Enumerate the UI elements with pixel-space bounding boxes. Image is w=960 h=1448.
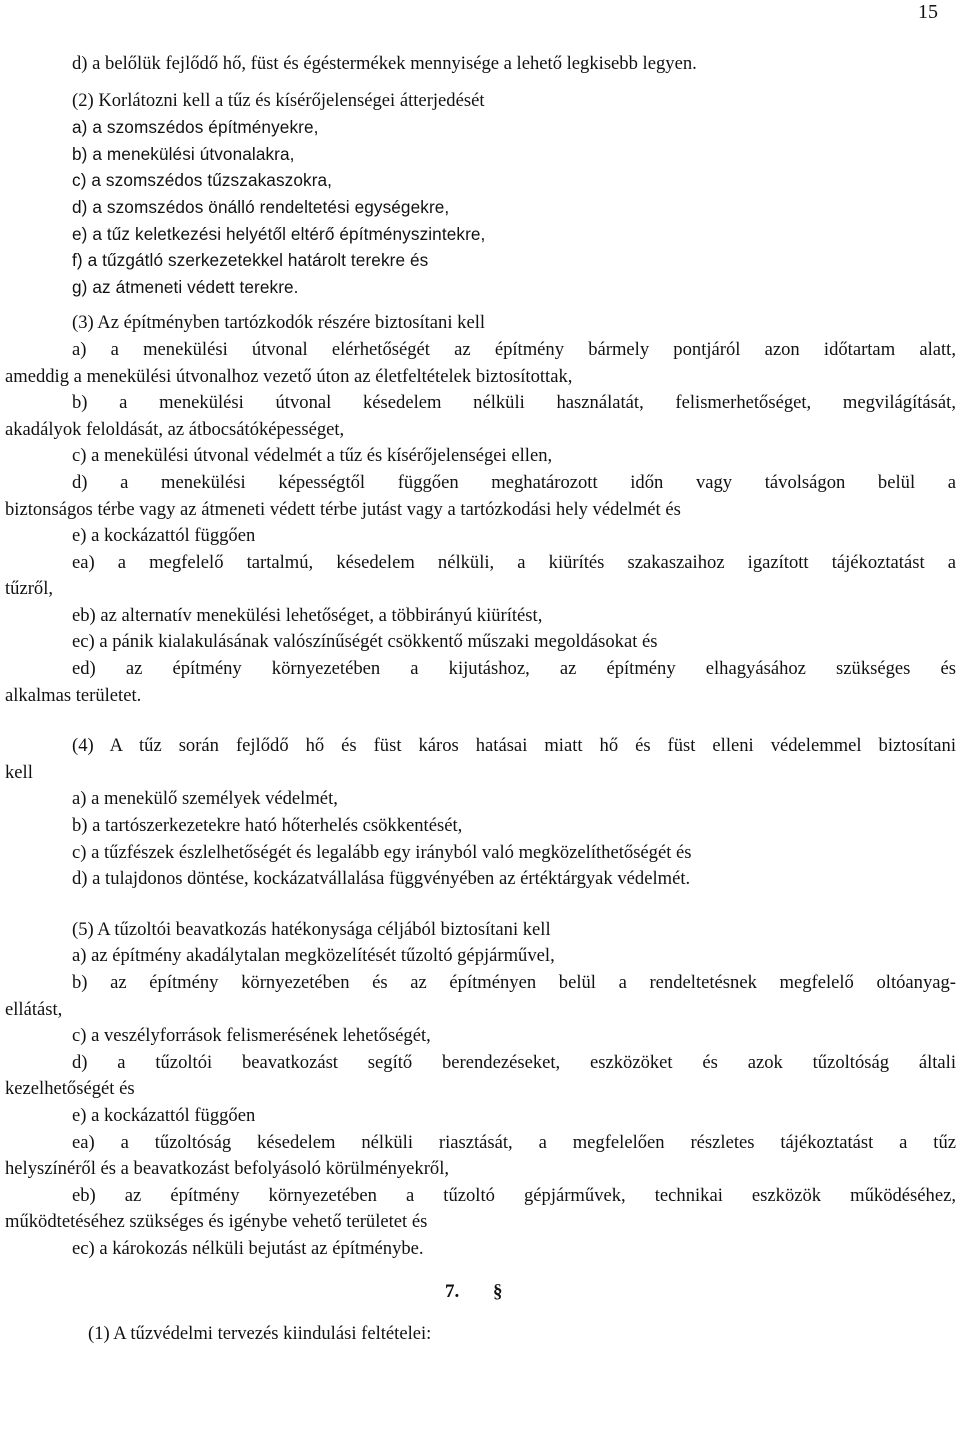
paragraph-3-heading: (3) Az építményben tartózkodók részére biztosítani kell <box>72 312 486 334</box>
section-number: 7. <box>445 1280 460 1302</box>
text-line: e) a kockázattól függően <box>72 525 256 547</box>
list-item: b) a menekülési útvonalakra, <box>72 143 295 164</box>
text-line: ed) az építmény környezetében a kijutáshoz, az építmény elhagyásához szükséges és <box>72 658 956 680</box>
text-line: d) a belőlük fejlődő hő, füst és égéstermékek mennyisége a lehető legkisebb legyen. <box>72 53 697 74</box>
text-line: a) a menekülési útvonal elérhetőségét az építmény bármely pontjáról azon időtartam alatt, <box>72 338 956 360</box>
list-item: b) a tartószerkezetekre ható hőterhelés csökkentését, <box>72 815 463 837</box>
list-item: d) a tűzoltói beavatkozást segítő berendezéseket, eszközöket és azok tűzoltóság általi <box>72 1051 956 1073</box>
list-item: e) a kockázattól függően <box>72 1104 256 1126</box>
paragraph-5-heading: (5) A tűzoltói beavatkozás hatékonysága céljából biztosítani kell <box>72 918 551 940</box>
text-line: c) a menekülési útvonal védelmét a tűz és kísérőjelenségei ellen, <box>72 445 553 467</box>
list-item: b) az építmény környezetében és az építményen belül a rendeltetésnek megfelelő oltóanyag- <box>72 972 956 993</box>
list-item: d) a tulajdonos döntése, kockázatvállalása függvényében az értéktárgyak védelmét. <box>72 868 691 890</box>
list-item: a) a menekülő személyek védelmét, <box>72 788 338 810</box>
text-line: ellátást, <box>5 998 63 1020</box>
list-item: eb) az építmény környezetében a tűzoltó gépjárművek, technikai eszközök működéséhez, <box>72 1184 956 1206</box>
text-line: alkalmas területet. <box>5 684 142 706</box>
page-number: 15 <box>918 1 938 23</box>
list-item: a) az építmény akadálytalan megközelítését tűzoltó gépjárművel, <box>72 945 555 967</box>
text-line: helyszínéről és a beavatkozást befolyásoló körülményekről, <box>5 1158 450 1180</box>
text-line: biztonságos térbe vagy az átmeneti védett térbe jutást vagy a tartózkodási hely védelmét és <box>5 498 681 520</box>
list-item: e) a tűz keletkezési helyétől eltérő építményszintekre, <box>72 223 486 244</box>
text-line: ea) a megfelelő tartalmú, késedelem nélküli, a kiürítés szakaszaihoz igazított tájékoztatást a <box>72 551 956 573</box>
text-line: tűzről, <box>5 578 54 600</box>
document-body <box>5 51 956 1347</box>
list-item: ea) a tűzoltóság késedelem nélküli riasztását, a megfelelően részletes tájékoztatást a tűz <box>72 1131 956 1153</box>
list-item: c) a veszélyforrások felismerésének lehetőségét, <box>72 1025 431 1047</box>
paragraph-1-heading: (1) A tűzvédelmi tervezés kiindulási feltételei: <box>88 1322 432 1344</box>
text-line: ameddig a menekülési útvonalhoz vezető úton az életfeltételek biztosítottak, <box>5 365 573 387</box>
text-line: b) a menekülési útvonal késedelem nélküli használatát, felismerhetőséget, megvilágítását, <box>72 392 956 414</box>
list-item: ec) a károkozás nélküli bejutást az építménybe. <box>72 1237 424 1259</box>
text-line: kell <box>5 761 33 783</box>
text-line: eb) az alternatív menekülési lehetőséget, a többirányú kiürítést, <box>72 604 543 626</box>
text-line: akadályok feloldását, az átbocsátóképességet, <box>5 418 345 440</box>
list-item: g) az átmeneti védett terekre. <box>72 276 299 297</box>
list-item: c) a szomszédos tűzszakaszokra, <box>72 170 333 191</box>
list-item: a) a szomszédos építményekre, <box>72 117 319 138</box>
list-item: d) a szomszédos önálló rendeltetési egységekre, <box>72 196 450 217</box>
section-heading <box>5 1273 956 1311</box>
paragraph-4-heading: (4) A tűz során fejlődő hő és füst káros hatásai miatt hő és füst elleni védelemmel biztosítani <box>72 735 956 757</box>
list-item: c) a tűzfészek észlelhetőségét és legalább egy irányból való megközelíthetőségét és <box>72 841 692 863</box>
paragraph-2-heading: (2) Korlátozni kell a tűz és kísérőjelenségei átterjedését <box>72 89 485 111</box>
text-line: működtetéséhez szükséges és igénybe vehető területet és <box>5 1211 428 1233</box>
section-sign: § <box>493 1280 503 1302</box>
text-line: ec) a pánik kialakulásának valószínűségét csökkentő műszaki megoldásokat és <box>72 631 658 653</box>
text-line: kezelhetőségét és <box>5 1078 135 1100</box>
list-item: f) a tűzgátló szerkezetekkel határolt terekre és <box>72 250 429 271</box>
text-line: d) a menekülési képességtől függően meghatározott időn vagy távolságon belül a <box>72 471 956 493</box>
